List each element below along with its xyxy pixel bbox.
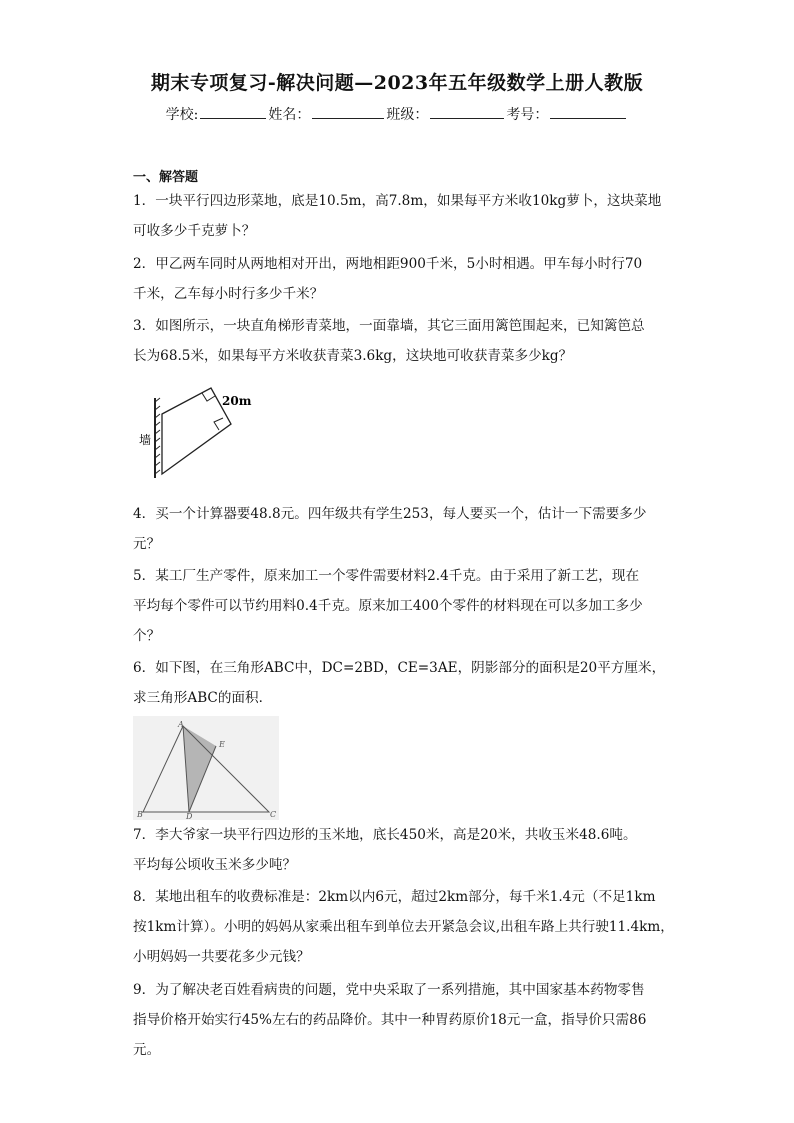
question-3-line-1: 3．如图所示，一块直角梯形青菜地，一面靠墙，其它三面用篱笆围起来，已知篱笆总 — [133, 318, 645, 334]
class-label: 班级： — [386, 107, 429, 123]
question-1-line-2: 可收多少千克萝卜？ — [133, 223, 256, 239]
school-label: 学校: — [165, 107, 199, 123]
question-8-line-3: 小明妈妈一共要花多少元钱？ — [133, 949, 310, 965]
question-5-line-3: 个？ — [133, 628, 161, 644]
question-5-line-2: 平均每个零件可以节约用料0.4千克。原来加工400个零件的材料现在可以多加工多少 — [133, 598, 643, 614]
wall-label: 墙 — [139, 433, 152, 447]
question-7-line-1: 7．李大爷家一块平行四边形的玉米地，底长450米，高是20米，共收玉米48.6吨。 — [133, 827, 637, 843]
name-field[interactable] — [312, 104, 384, 119]
number-label: 考号： — [506, 107, 549, 123]
question-6-line-1: 6．如下图，在三角形ABC中，DC=2BD，CE=3AE，阴影部分的面积是20平方厘米， — [133, 660, 666, 676]
question-9-line-2: 指导价格开始实行45%左右的药品降价。其中一种胃药原价18元一盒，指导价只需86 — [133, 1012, 647, 1028]
question-7-line-2: 平均每公顷收玉米多少吨？ — [133, 857, 297, 873]
point-e-label: E — [219, 740, 225, 749]
question-5-line-1: 5．某工厂生产零件，原来加工一个零件需要材料2.4千克。由于采用了新工艺，现在 — [133, 568, 640, 584]
triangle-figure — [133, 716, 279, 820]
point-d-label: D — [186, 812, 193, 820]
question-4-line-1: 4．买一个计算器要48.8元。四年级共有学生253，每人要买一个，估计一下需要多少 — [133, 506, 647, 522]
vertex-b-label: B — [137, 810, 143, 819]
student-info-row — [0, 104, 794, 124]
question-4-line-2: 元？ — [133, 536, 161, 552]
question-6-line-2: 求三角形ABC的面积． — [133, 690, 273, 706]
question-9-line-3: 元。 — [133, 1042, 161, 1058]
class-field[interactable] — [430, 104, 504, 119]
question-8-line-1: 8．某地出租车的收费标准是：2km以内6元，超过2km部分，每千米1.4元（不足1km — [133, 889, 656, 905]
section-heading: 一、解答题 — [133, 170, 199, 185]
question-8-line-2: 按1km计算）。小明的妈妈从家乘出租车到单位去开紧急会议,出租车路上共行驶11.4km， — [133, 919, 674, 935]
question-1-line-1: 1．一块平行四边形菜地，底是10.5m，高7.8m，如果每平方米收10kg萝卜，这块菜地 — [133, 193, 662, 209]
number-field[interactable] — [550, 104, 626, 119]
question-2-line-2: 千米，乙车每小时行多少千米？ — [133, 286, 324, 302]
trapezoid-length-label: 20m — [222, 394, 252, 408]
school-field[interactable] — [200, 104, 266, 119]
trapezoid-figure — [133, 380, 263, 484]
question-2-line-1: 2．甲乙两车同时从两地相对开出，两地相距900千米，5小时相遇。甲车每小时行70 — [133, 256, 643, 272]
page-title: 期末专项复习-解决问题—2023年五年级数学上册人教版 — [150, 72, 644, 94]
vertex-c-label: C — [270, 810, 277, 819]
name-label: 姓名： — [268, 107, 311, 123]
question-9-line-1: 9．为了解决老百姓看病贵的问题，党中央采取了一系列措施，其中国家基本药物零售 — [133, 982, 645, 998]
vertex-a-label: A — [178, 720, 184, 729]
question-3-line-2: 长为68.5米，如果每平方米收获青菜3.6kg，这块地可收获青菜多少kg？ — [133, 348, 573, 364]
